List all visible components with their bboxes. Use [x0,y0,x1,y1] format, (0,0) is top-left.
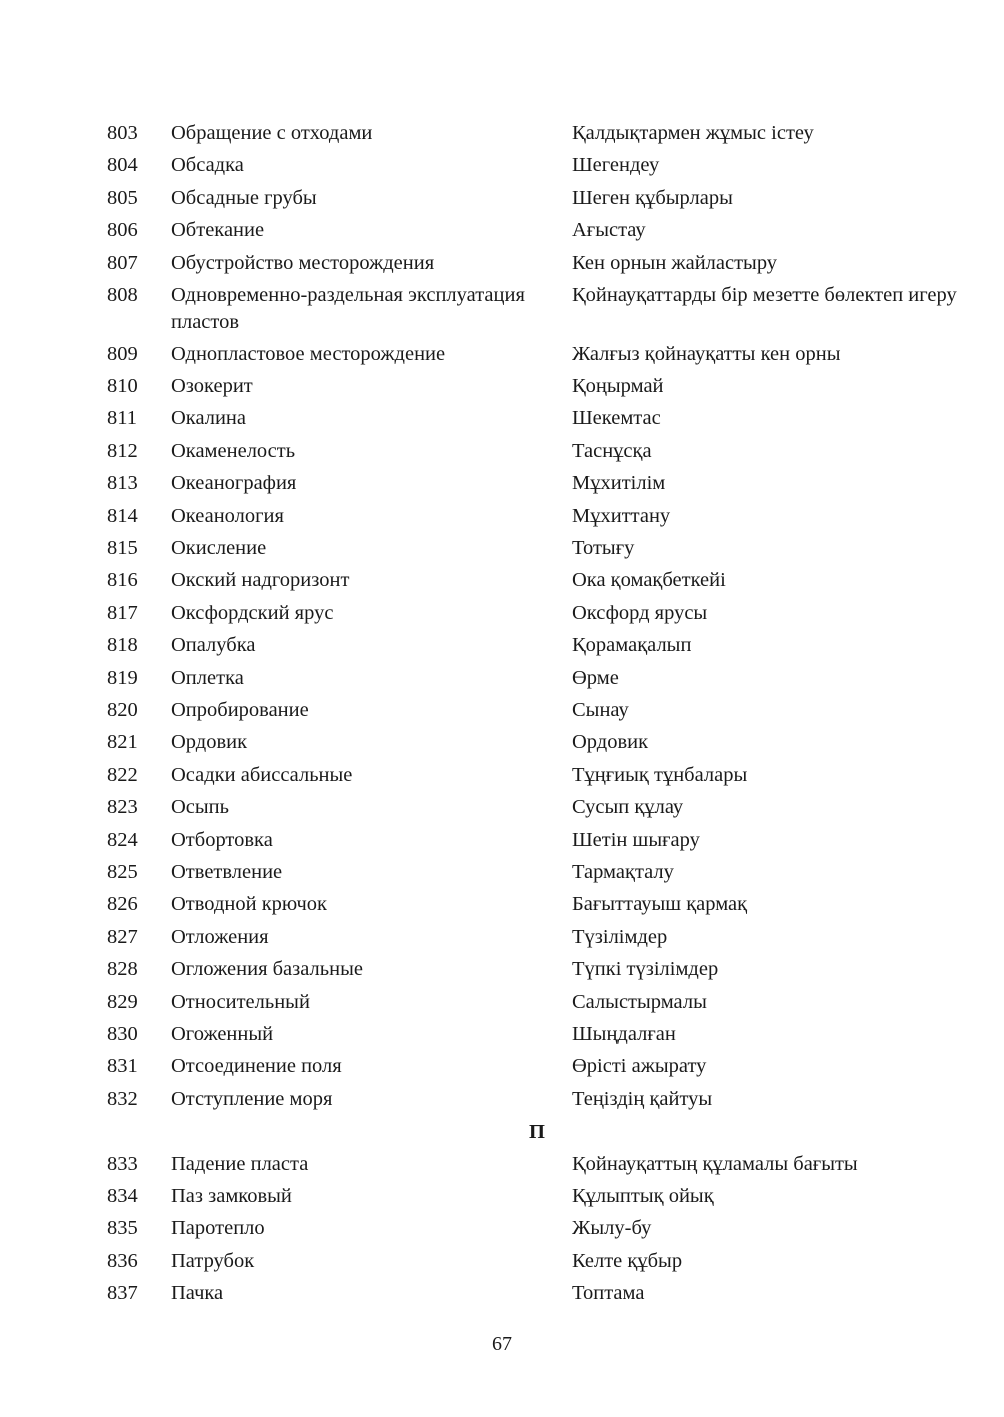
russian-term: Океанография [171,472,297,495]
entry-number: 805 [107,186,138,209]
entry-number: 835 [107,1217,138,1240]
kazakh-term: Жылу-бу [572,1217,652,1240]
entry-number: 825 [107,860,138,883]
entry-number: 815 [107,536,138,559]
russian-term: Относительный [171,990,310,1013]
kazakh-term: Таснұсқа [572,439,652,462]
kazakh-term: Бағыттауыш қармақ [572,893,748,916]
russian-term: Обсадные грубы [171,186,317,209]
russian-term: Паротепло [171,1217,265,1240]
russian-term: Огложения базальные [171,958,363,981]
kazakh-term: Сусып құлау [572,796,684,819]
russian-term: Ордовик [171,731,248,754]
entry-number: 830 [107,1022,138,1045]
kazakh-term: Кен орнын жайластыру [572,251,778,274]
kazakh-term: Топтама [572,1282,645,1305]
russian-term: Отводной крючок [171,893,327,916]
entry-number: 823 [107,796,138,819]
entry-number: 832 [107,1087,138,1110]
entry-number: 806 [107,219,138,242]
russian-term: Однопластовое месторождение [171,342,446,365]
russian-term: Одновременно-раздельная эксплуатация пластов [171,284,525,333]
russian-term: Обращение с отходами [171,122,373,144]
kazakh-term: Шеген құбырлары [572,186,733,209]
russian-term: Обустройство месторождения [171,251,435,274]
russian-term: Отложения [171,925,269,948]
entry-number: 814 [107,504,138,527]
kazakh-term: Мұхиттану [572,504,671,527]
entry-number: 807 [107,251,138,274]
kazakh-term: Сынау [572,698,629,721]
entry-number: 810 [107,374,138,397]
entry-number: 803 [107,122,138,144]
entry-number: 809 [107,342,138,365]
russian-term: Опробирование [171,698,309,721]
russian-term: Паз замковый [171,1184,292,1207]
table-row [0,282,1004,336]
entry-number: 813 [107,472,138,495]
russian-term: Пачка [171,1282,224,1305]
entry-number: 808 [107,284,138,306]
entry-number: 827 [107,925,138,948]
entry-number: 829 [107,990,138,1013]
kazakh-term: Мұхитілім [572,472,666,495]
russian-term: Обтекание [171,219,265,242]
kazakh-term: Келте құбыр [572,1249,683,1272]
entry-number: 837 [107,1282,138,1305]
kazakh-term: Құлыптық ойық [572,1184,714,1207]
entry-number: 833 [107,1152,138,1175]
kazakh-term: Теңіздің қайтуы [572,1087,713,1110]
russian-term: Отступление моря [171,1087,333,1110]
kazakh-term: Оксфорд ярусы [572,601,708,624]
kazakh-term: Шегендеу [572,154,660,177]
russian-term: Отсоединение поля [171,1055,342,1078]
kazakh-term: Өрме [572,666,619,689]
kazakh-term: Шекемтас [572,407,661,430]
entry-number: 820 [107,698,138,721]
russian-term: Окалина [171,407,247,430]
russian-term: Оплетка [171,666,244,689]
kazakh-term: Тармақталу [572,860,674,883]
entry-number: 824 [107,828,138,851]
kazakh-term: Түпкі түзілімдер [572,958,719,981]
russian-term: Отбортовка [171,828,273,851]
kazakh-term: Қалдықтармен жұмыс істеу [572,122,814,144]
entry-number: 821 [107,731,138,754]
russian-term: Огоженный [171,1022,274,1045]
entry-number: 817 [107,601,138,624]
entry-number: 816 [107,569,138,592]
kazakh-term: Түзілімдер [572,925,668,948]
entry-number: 822 [107,763,138,786]
kazakh-term: Ағыстау [572,219,646,242]
kazakh-term: Шетін шығару [572,828,700,851]
entry-number: 826 [107,893,138,916]
entry-number: 836 [107,1249,138,1272]
entry-number: 828 [107,958,138,981]
kazakh-term: Тотығу [572,536,635,559]
kazakh-term: Салыстырмалы [572,990,707,1013]
entry-number: 818 [107,634,138,657]
kazakh-term: Жалғыз қойнауқатты кен орны [572,342,841,365]
russian-term: Океанология [171,504,284,527]
entry-number: 831 [107,1055,138,1078]
kazakh-term: Ордовик [572,731,649,754]
page-number: 67 [492,1333,512,1355]
entry-number: 811 [107,407,137,430]
kazakh-term: Тұңғиық тұнбалары [572,763,748,786]
russian-term: Патрубок [171,1249,255,1272]
russian-term: Опалубка [171,634,256,657]
kazakh-term: Қоңырмай [572,374,664,397]
kazakh-term: Қойнауқаттың құламалы бағыты [572,1152,858,1175]
russian-term: Окаменелость [171,439,296,462]
russian-term: Обсадка [171,154,244,177]
russian-term: Окский надгоризонт [171,569,350,592]
russian-term: Падение пласта [171,1152,309,1175]
russian-term: Осыпь [171,796,229,819]
kazakh-term: Қойнауқаттарды бір мезетте бөлектеп игеру [572,284,957,306]
russian-term: Осадки абиссальные [171,763,353,786]
section-heading-p: П [529,1121,545,1144]
russian-term: Окисление [171,536,267,559]
russian-term: Оксфордский ярус [171,601,334,624]
entry-number: 804 [107,154,138,177]
kazakh-term: Өрісті ажырату [572,1055,707,1078]
kazakh-term: Шыңдалған [572,1022,676,1045]
entry-number: 812 [107,439,138,462]
entry-number: 819 [107,666,138,689]
entry-number: 834 [107,1184,138,1207]
russian-term: Озокерит [171,374,253,397]
kazakh-term: Қорамақалып [572,634,692,657]
kazakh-term: Ока қомақбеткейі [572,569,726,592]
russian-term: Ответвление [171,860,283,883]
